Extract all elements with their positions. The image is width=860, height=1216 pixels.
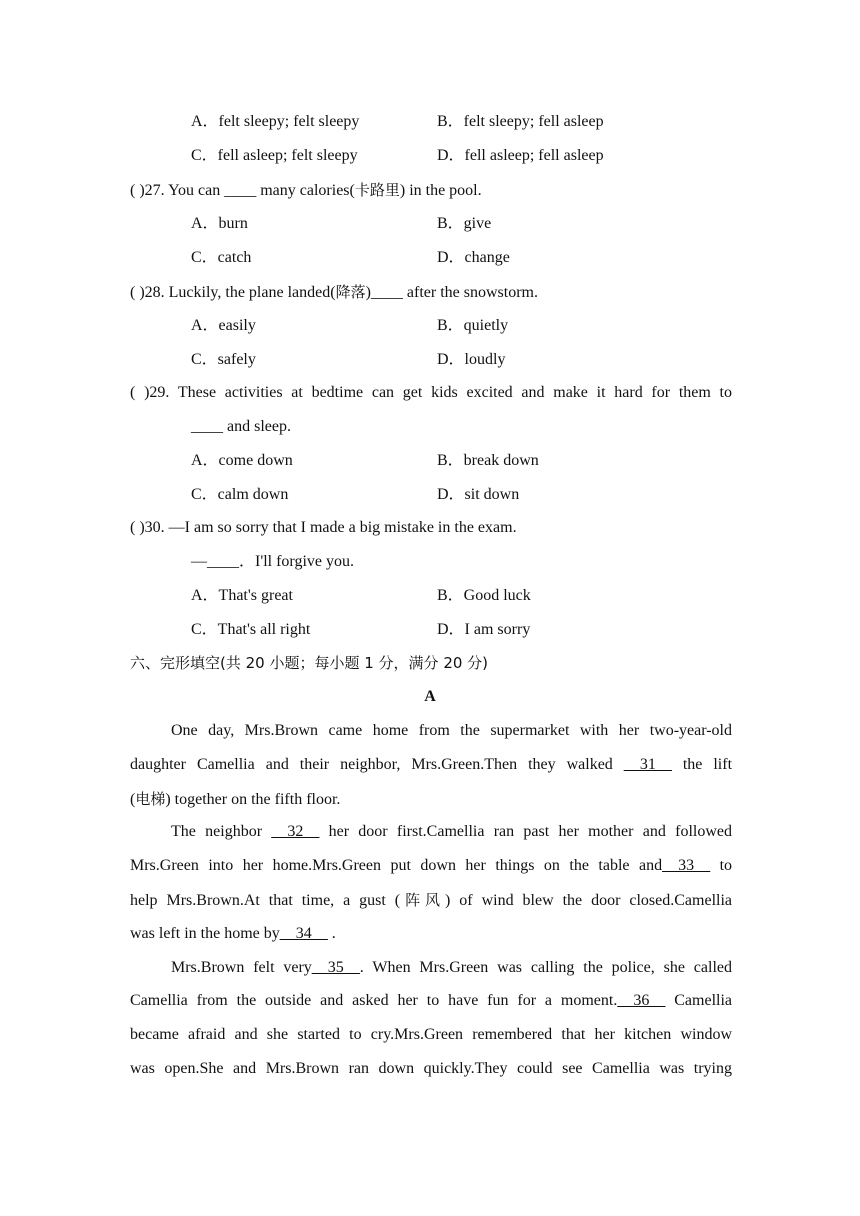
q27-stem: ( )27. You can ____ many calories(卡路里) in the pool. [130,181,482,199]
q27-option-b: B．give [437,215,492,232]
passage-p2-line3: help Mrs.Brown.At that time, a gust (阵风) of wind blew the door closed.Camellia [130,891,732,909]
q28-option-a: A．easily [191,317,256,334]
q26-option-b: B．felt sleepy; fell asleep [437,113,604,130]
blank-32: __32__ [271,823,320,840]
passage-p2-line4: was left in the home by__34__ . [130,925,336,942]
q26-option-a: A．felt sleepy; felt sleepy [191,113,360,130]
q30-option-d: D．I am sorry [437,621,531,638]
q29-option-d: D．sit down [437,486,520,503]
q30-option-b: B．Good luck [437,587,531,604]
passage-p2-line2: Mrs.Green into her home.Mrs.Green put down her things on the table and__33__ to [130,857,733,874]
answer-bracket: ( ) [130,384,150,401]
answer-bracket: ( ) [130,519,145,536]
blank-36: __36__ [617,992,666,1009]
q30-option-c: C．That's all right [191,621,311,638]
passage-label: A [424,688,436,705]
q27-option-d: D．change [437,249,510,266]
q28-option-b: B．quietly [437,317,509,334]
passage-p3-line2: Camellia from the outside and asked her to have fun for a moment.__36__ Camellia [130,992,733,1009]
passage-p1-line3: (电梯) together on the fifth floor. [130,790,341,808]
q29-option-a: A．come down [191,452,293,469]
q27-option-a: A．burn [191,215,248,232]
q27-option-c: C．catch [191,249,252,266]
q29-option-b: B．break down [437,452,539,469]
q29-stem-line1: ( )29. These activities at bedtime can get kids excited and make it hard for them to [130,384,733,401]
answer-bracket: ( ) [130,182,145,199]
passage-p3-line1: Mrs.Brown felt very__35__. When Mrs.Green was calling the police, she called [171,959,732,976]
q26-option-c: C．fell asleep; felt sleepy [191,147,358,164]
blank-31: __31__ [623,756,672,773]
q29-stem-line2: ____ and sleep. [191,418,291,435]
passage-p1-line1: One day, Mrs.Brown came home from the supermarket with her two-year-old [171,722,732,739]
passage-p3-line3: became afraid and she started to cry.Mrs.Green remembered that her kitchen window [130,1026,732,1043]
q28-option-d: D．loudly [437,351,506,368]
passage-p3-line4: was open.She and Mrs.Brown ran down quickly.They could see Camellia was trying [130,1060,732,1077]
passage-p2-line1: The neighbor __32__ her door first.Camellia ran past her mother and followed [171,823,733,840]
q28-stem: ( )28. Luckily, the plane landed(降落)____ after the snowstorm. [130,283,538,301]
blank-34: __34__ [279,925,328,942]
q30-stem-line2: —____．I'll forgive you. [191,553,355,570]
q30-stem-line1: ( )30. —I am so sorry that I made a big mistake in the exam. [130,519,517,536]
passage-p1-line2: daughter Camellia and their neighbor, Mrs.Green.Then they walked __31__ the lift [130,756,733,773]
blank-35: __35__ [311,959,360,976]
answer-bracket: ( ) [130,284,145,301]
q26-option-d: D．fell asleep; fell asleep [437,147,604,164]
q29-option-c: C．calm down [191,486,289,503]
q28-option-c: C．safely [191,351,256,368]
section-heading: 六、完形填空(共 20 小题；每小题 1 分，满分 20 分) [130,654,489,672]
blank-33: __33__ [662,857,711,874]
q30-option-a: A．That's great [191,587,293,604]
